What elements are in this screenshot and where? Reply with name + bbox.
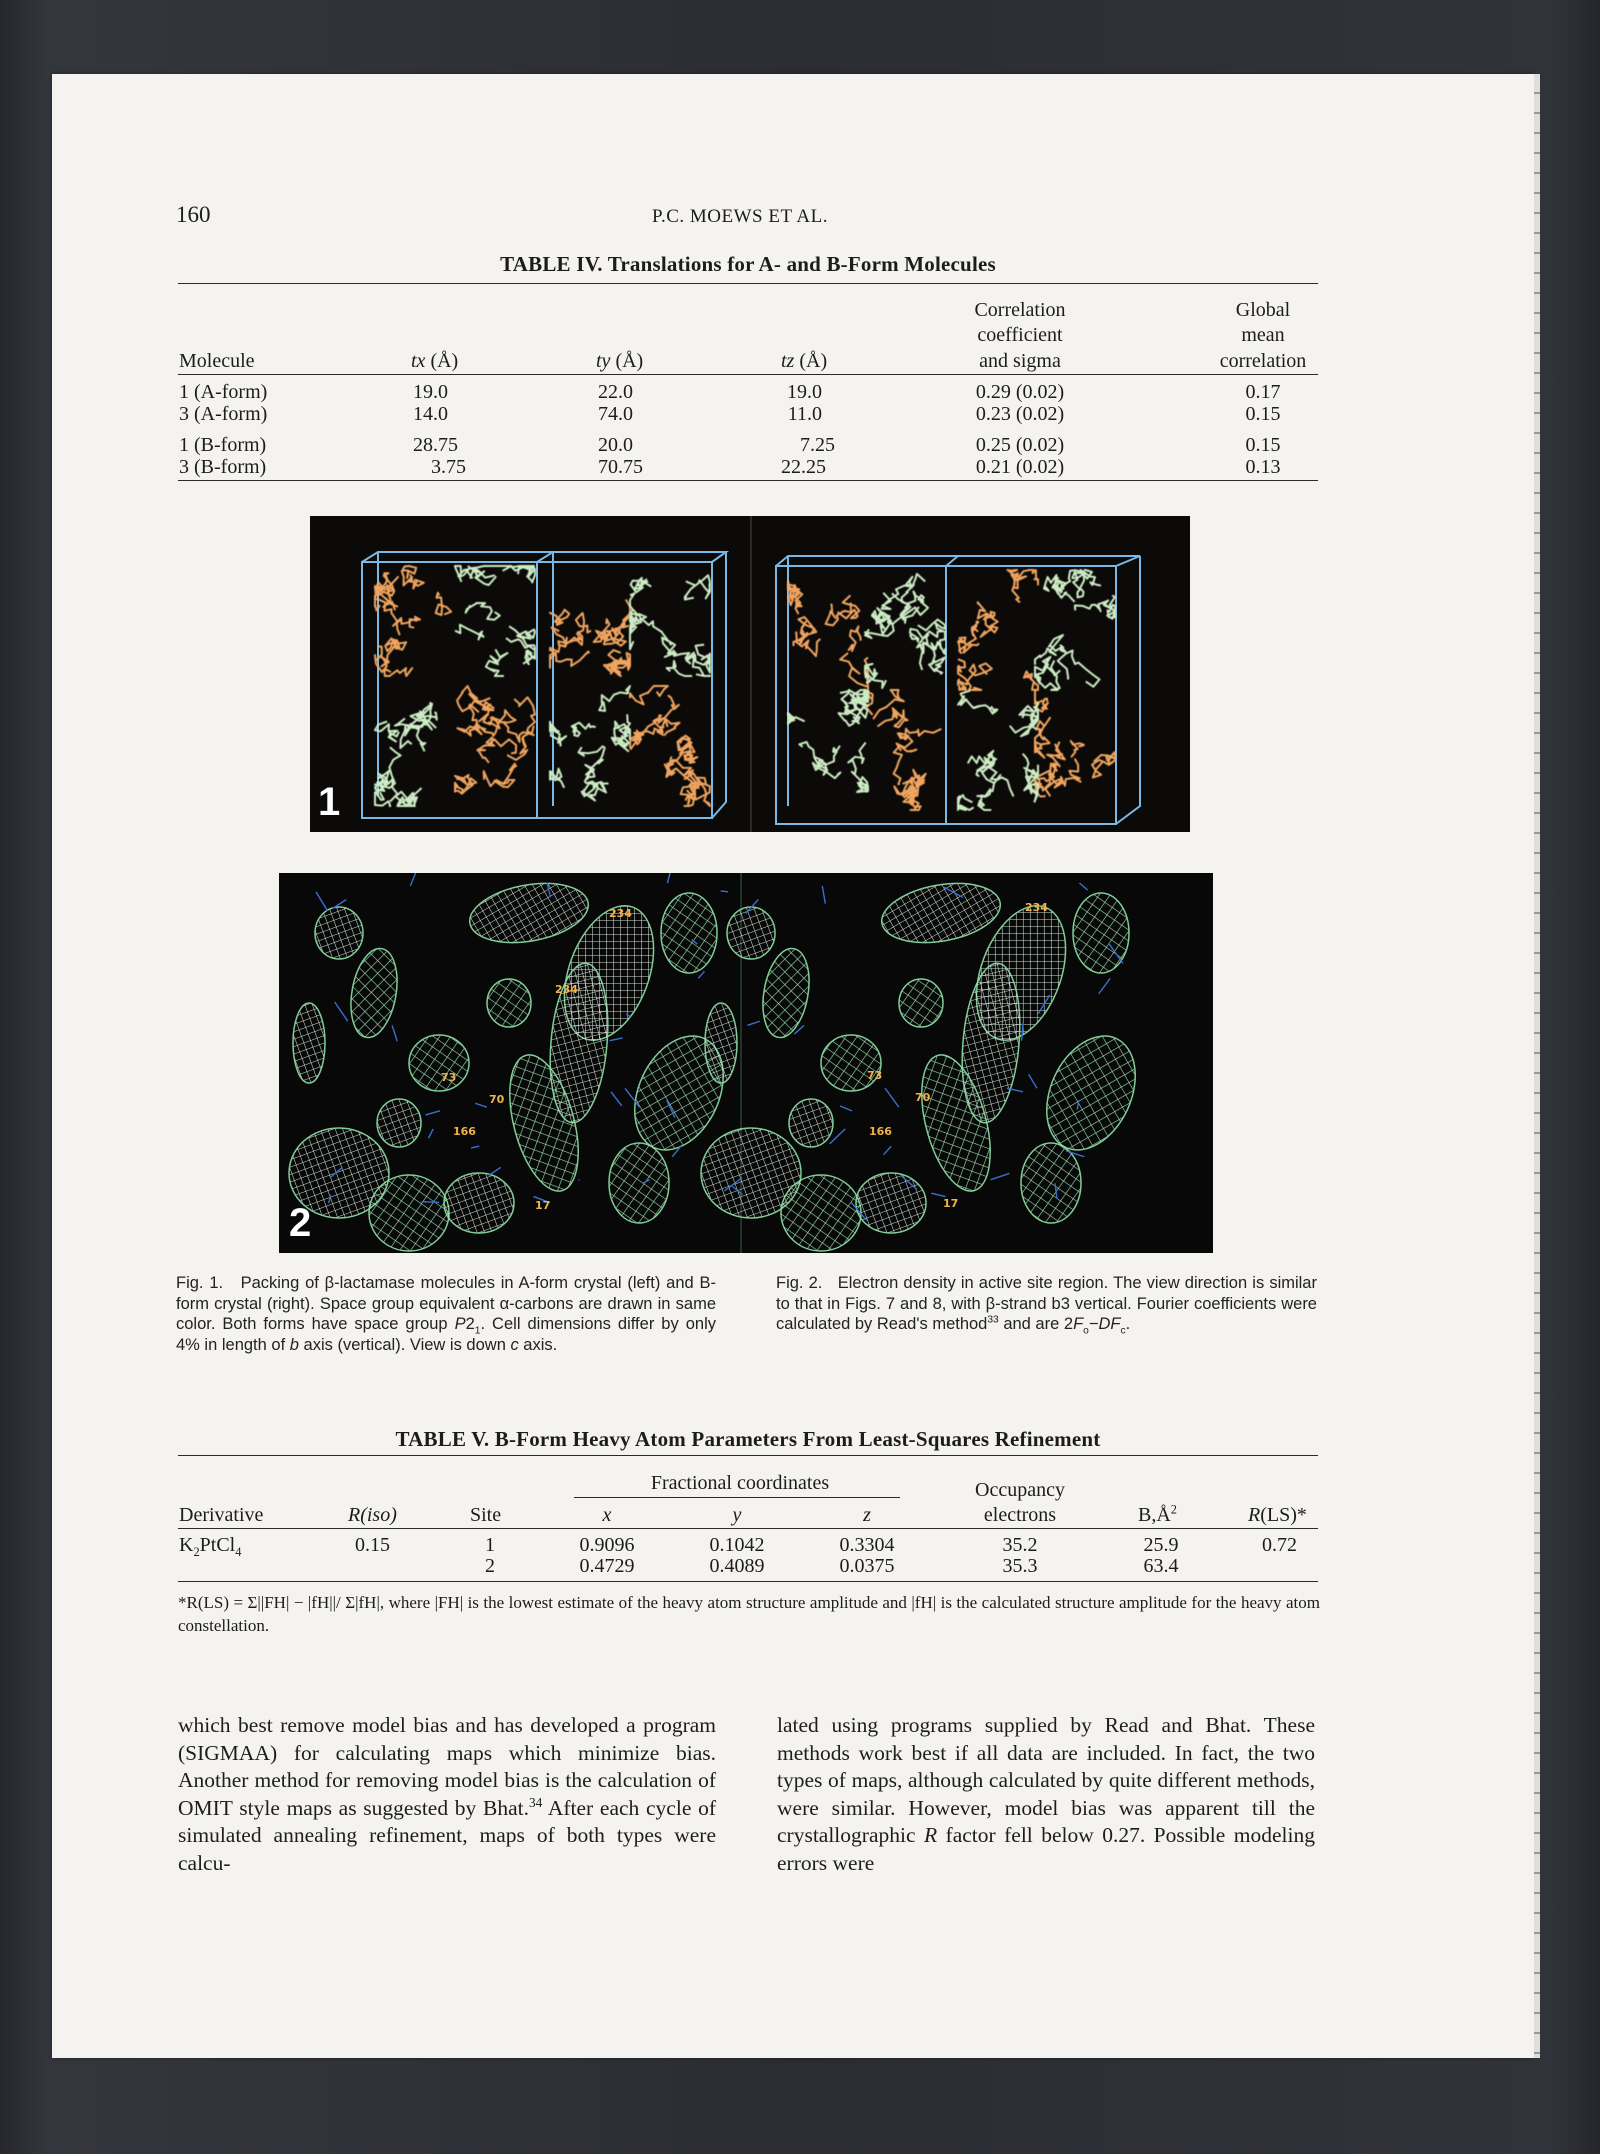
body-italic: R: [923, 1823, 938, 1847]
caption-text: 2: [465, 1315, 475, 1333]
caption-text: . Cell dimensions differ by only 4% in length of: [176, 1315, 716, 1354]
cell-x: 0.9096: [579, 1534, 635, 1556]
residue-label: 70: [915, 1091, 931, 1104]
cell-tx: 3.75: [431, 456, 466, 478]
density-blob: [293, 1003, 325, 1083]
caption-text: Packing of β-lactamase molecules in A-form crystal (left) and B-form crystal (right). Space group equivalent α-carbons are drawn in same color. Both forms have space group: [176, 1274, 716, 1333]
cell-site: 1: [485, 1534, 495, 1556]
cell-global: 0.15: [1245, 403, 1281, 425]
cell-occupancy: 35.3: [1002, 1555, 1038, 1577]
residue-label: 166: [869, 1125, 892, 1138]
cell-z: 0.3304: [839, 1534, 895, 1556]
figure-2-caption: [776, 1273, 1317, 1335]
table4-header-global-2: mean: [1241, 324, 1285, 346]
table5-footnote: *R(LS) = Σ||FH| − |fH||/ Σ|fH|, where |FH| is the lowest estimate of the heavy atom structure amplitude and |fH| is the calculated structure amplitude for the heavy atom constellation.: [178, 1593, 1320, 1635]
table5-header-riso: R(iso): [348, 1504, 397, 1526]
table5-title: TABLE V. B-Form Heavy Atom Parameters From Least-Squares Refinement: [395, 1427, 1101, 1451]
table5-header-occ-2: electrons: [983, 1504, 1057, 1526]
table4-header-ty: ty (Å): [596, 350, 644, 372]
figure-2-electron-density: [279, 873, 1213, 1253]
cell-b: 25.9: [1143, 1534, 1179, 1556]
density-blob: [661, 893, 717, 973]
table5-derivative: $K_2PtCl_4$: [179, 1534, 242, 1559]
cell-corr: 0.25 (0.02): [975, 434, 1065, 456]
table4-header-corr-2: coefficient: [977, 324, 1063, 346]
table4-header-corr-1: Correlation: [974, 299, 1066, 321]
caption-text: and are: [998, 1315, 1064, 1333]
density-blob: [487, 979, 531, 1027]
table4-header-corr-3: and sigma: [979, 350, 1061, 372]
table5-header-rule: [178, 1528, 1318, 1529]
cell-y: 0.4089: [709, 1555, 765, 1577]
cell-corr: 0.23 (0.02): [975, 403, 1065, 425]
cell-b: 63.4: [1143, 1555, 1179, 1577]
density-blob: [899, 979, 943, 1027]
cell-ty: 20.0: [598, 434, 633, 456]
cell-y: 0.1042: [709, 1534, 765, 1556]
caption-sub: 1: [474, 1325, 481, 1337]
page-number: 160: [176, 202, 211, 227]
residue-label: 234: [555, 983, 578, 996]
body-text: lated using programs supplied by Read and Bhat. These methods work best if all data are included. In fact, the two types of maps, although calculated by quite different methods, were similar. However, model bias was apparent till the crystallographic: [777, 1713, 1315, 1847]
density-blob: [856, 1173, 926, 1233]
figure-1-stereo-packing: [310, 516, 1190, 832]
cell-molecule: 3 (A-form): [179, 403, 268, 425]
cell-tz: 22.25: [781, 456, 826, 478]
caption-sub: c: [1120, 1325, 1126, 1337]
density-blob: [444, 1173, 514, 1233]
density-blob: [789, 1099, 833, 1147]
cell-molecule: 3 (B-form): [179, 456, 267, 478]
density-blob: [727, 907, 775, 959]
table5-header-x: x: [602, 1504, 612, 1526]
body-text: After each cycle of simulated annealing refinement, maps of both types were calcu-: [178, 1795, 716, 1875]
residue-label: 17: [943, 1197, 959, 1210]
caption-ref: 33: [987, 1314, 999, 1326]
caption-text: Electron density in active site region. The view direction is similar to that in Figs. 7 and 8, with β-strand b3 vertical. Fourier coefficients were calculated by Read's method: [776, 1274, 1317, 1333]
table4-bottom-rule: [178, 480, 1318, 481]
caption-italic: P: [454, 1315, 466, 1333]
cell-corr: 0.29 (0.02): [975, 381, 1065, 403]
cell-global: 0.15: [1245, 434, 1281, 456]
caption-italic: DF: [1098, 1315, 1121, 1333]
cell-z: 0.0375: [839, 1555, 895, 1577]
cell-tz: 7.25: [800, 434, 835, 456]
table5-header-fractional: Fractional coordinates: [650, 1472, 830, 1494]
page-edge: [1534, 74, 1540, 2058]
table5-bottom-rule: [178, 1581, 1318, 1582]
caption-prefix: Fig. 1.: [176, 1274, 224, 1292]
residue-label: 70: [489, 1093, 505, 1106]
cell-global: 0.17: [1245, 381, 1281, 403]
residue-label: 234: [1025, 901, 1048, 914]
residue-label: 234: [609, 907, 632, 920]
table4-header-global-1: Global: [1235, 299, 1291, 321]
table4-header-tx: tx (Å): [411, 350, 459, 372]
cell-site: 2: [485, 1555, 495, 1577]
model-bond: [579, 1180, 580, 1181]
cell-ty: 74.0: [598, 403, 633, 425]
table5-header-derivative: Derivative: [179, 1504, 264, 1526]
caption-italic: c: [510, 1335, 519, 1354]
caption-sub: o: [1083, 1325, 1089, 1337]
caption-italic: F: [1073, 1315, 1084, 1333]
figure-1-caption: [176, 1273, 716, 1355]
body-text: factor fell below 0.27. Possible modeling errors were: [777, 1823, 1315, 1875]
caption-prefix: Fig. 2.: [776, 1274, 823, 1292]
table4-header-tz: tz (Å): [781, 350, 828, 372]
cell-ty: 70.75: [598, 456, 643, 478]
density-blob: [821, 1035, 881, 1091]
figure-2-image: [279, 873, 1213, 1253]
density-blob: [705, 1003, 737, 1083]
table5-header-rls: R(LS)*: [1248, 1504, 1307, 1526]
cell-x: 0.4729: [579, 1555, 635, 1577]
cell-molecule: 1 (A-form): [179, 381, 268, 403]
cell-tx: 19.0: [413, 381, 448, 403]
cell-tx: 14.0: [413, 403, 448, 425]
caption-text: axis.: [518, 1335, 558, 1354]
table4-header-global-3: correlation: [1219, 350, 1307, 372]
density-blob: [369, 1175, 449, 1251]
table4-top-rule: [178, 283, 1318, 284]
table5-header-z: z: [863, 1504, 871, 1526]
table5-header-site: Site: [470, 1504, 502, 1526]
cell-molecule: 1 (B-form): [179, 434, 267, 456]
table5-fractional-rule: [574, 1497, 900, 1498]
cell-tz: 19.0: [787, 381, 822, 403]
table5-top-rule: [178, 1455, 1318, 1456]
table4-header-rule: [178, 374, 1318, 375]
caption-italic: b: [289, 1335, 299, 1354]
reference: 34: [529, 1794, 543, 1810]
density-blob: [315, 907, 363, 959]
figure-2-number: 2: [289, 1201, 312, 1245]
cell-tx: 28.75: [413, 434, 458, 456]
model-bond: [721, 891, 728, 892]
running-head: P.C. MOEWS ET AL.: [652, 206, 829, 227]
table5-riso-value: 0.15: [355, 1534, 390, 1556]
table5-rls-value: 0.72: [1262, 1534, 1297, 1556]
density-blob: [1021, 1143, 1081, 1223]
table5-header-y: y: [732, 1504, 742, 1526]
density-blob: [377, 1099, 421, 1147]
residue-label: 166: [453, 1125, 476, 1138]
table5-header-occ-1: Occupancy: [975, 1479, 1065, 1501]
figure-1-image: [310, 516, 1190, 832]
caption-text: axis (vertical). View is down: [298, 1335, 511, 1354]
cell-corr: 0.21 (0.02): [975, 456, 1065, 478]
table5-header-b: $B,Å^2$: [1138, 1502, 1177, 1526]
residue-label: 17: [535, 1199, 551, 1212]
caption-text: .: [1125, 1315, 1131, 1333]
figure-1-number: 1: [318, 780, 341, 824]
model-bond: [421, 1202, 439, 1203]
body-left-column: [178, 1712, 716, 1877]
body-right-column: [777, 1712, 1315, 1877]
density-blob: [609, 1143, 669, 1223]
caption-text: −: [1088, 1315, 1099, 1333]
cell-tz: 11.0: [787, 403, 822, 425]
residue-label: 73: [867, 1069, 883, 1082]
density-blob: [409, 1035, 469, 1091]
caption-text: 2: [1063, 1315, 1074, 1333]
table4-title: TABLE IV. Translations for A- and B-Form Molecules: [500, 252, 996, 276]
density-blob: [781, 1175, 861, 1251]
table4-header-molecule: Molecule: [179, 350, 255, 372]
cell-global: 0.13: [1245, 456, 1281, 478]
cell-ty: 22.0: [598, 381, 633, 403]
body-text: which best remove model bias and has developed a program (SIGMAA) for calculating maps which minimize bias. Another method for removing model bias is the calculation of OMIT style maps as suggested by Bhat.: [178, 1713, 716, 1820]
residue-label: 73: [441, 1071, 457, 1084]
cell-occupancy: 35.2: [1002, 1534, 1038, 1556]
